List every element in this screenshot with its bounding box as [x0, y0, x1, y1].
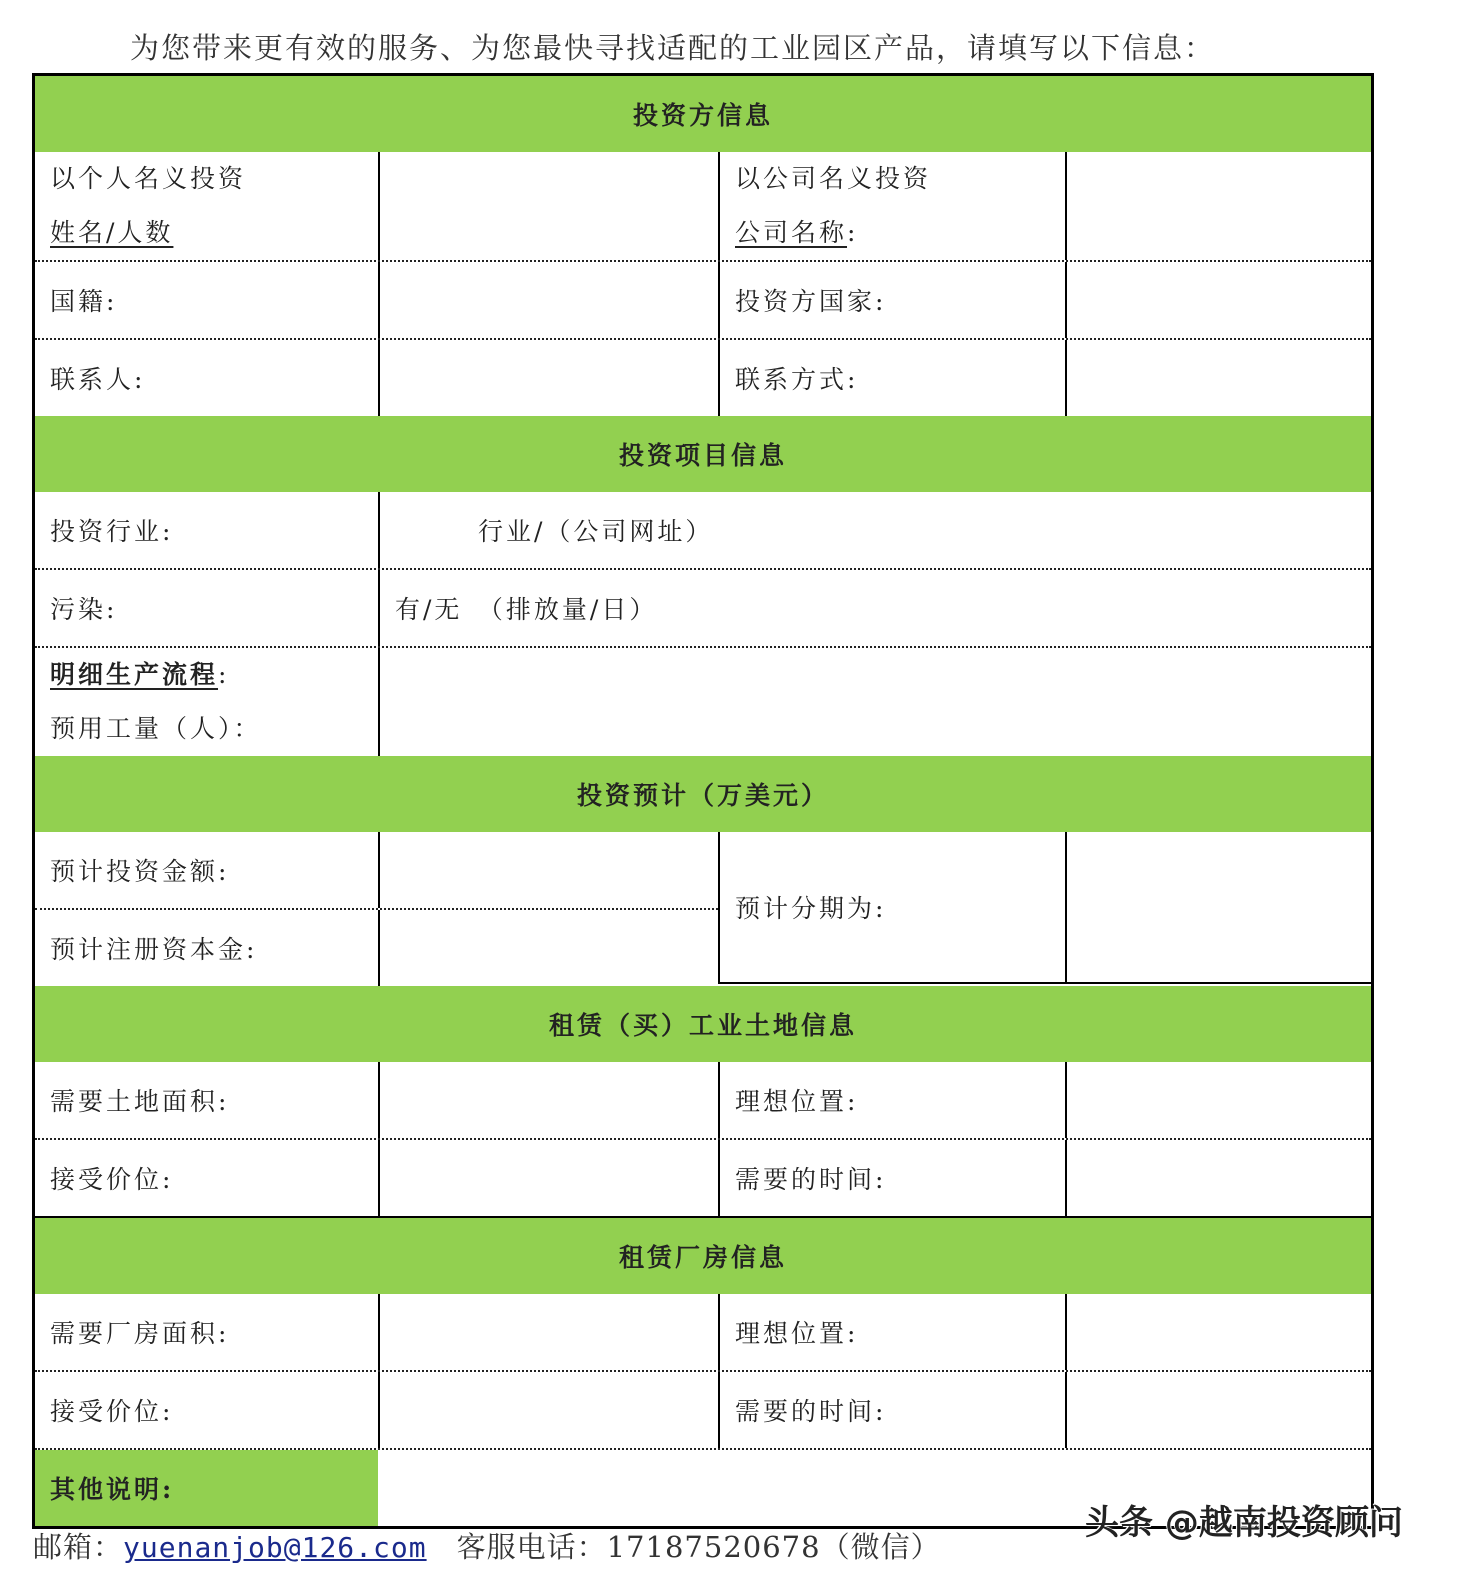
- contact-method-input[interactable]: [1065, 340, 1371, 416]
- contact-row: [35, 338, 1371, 416]
- watermark: 头条 @越南投资顾问: [1085, 1503, 1403, 1543]
- process-input[interactable]: [378, 648, 1371, 756]
- phone-number: 17187520678（微信）: [606, 1530, 941, 1564]
- industry-row: [35, 492, 1371, 568]
- phone-label: 客服电话：: [426, 1530, 607, 1564]
- amount-row: [35, 832, 718, 908]
- personal-name-input[interactable]: [378, 152, 718, 260]
- factory-price-row: [35, 1370, 1371, 1448]
- pollution-hint: 有/无 （排放量/日）: [395, 595, 658, 624]
- company-label-cell: [718, 152, 1065, 260]
- personal-name-label: 姓名/人数: [50, 218, 174, 247]
- nationality-label: 国籍:: [50, 287, 118, 316]
- investment-form: [32, 73, 1374, 1529]
- section-header-investor: 投资方信息: [35, 76, 1371, 152]
- land-area-row: [35, 1062, 1371, 1138]
- installment-input[interactable]: [1065, 832, 1371, 984]
- personal-label-cell: [35, 152, 378, 260]
- pollution-row: [35, 568, 1371, 646]
- industry-input[interactable]: [378, 492, 1371, 568]
- pollution-label: 污染:: [50, 595, 118, 624]
- amount-input[interactable]: [378, 832, 718, 908]
- factory-price-input[interactable]: [378, 1372, 718, 1448]
- nationality-row: [35, 260, 1371, 338]
- industry-hint: 行业/（公司网址）: [478, 517, 714, 546]
- factory-price-label: 接受价位:: [50, 1397, 174, 1426]
- factory-area-row: [35, 1294, 1371, 1370]
- contact-method-label: 联系方式:: [718, 340, 1065, 416]
- company-title: 以公司名义投资: [735, 164, 932, 193]
- pollution-input[interactable]: [378, 570, 1371, 646]
- factory-area-label: 需要厂房面积:: [50, 1319, 230, 1348]
- email-link[interactable]: yuenanjob@126.com: [123, 1531, 427, 1564]
- land-price-input[interactable]: [378, 1140, 718, 1216]
- capital-input[interactable]: [378, 910, 718, 986]
- company-name-label: 公司名称: [735, 218, 848, 247]
- factory-time-input[interactable]: [1065, 1372, 1371, 1448]
- personal-title: 以个人名义投资: [50, 164, 247, 193]
- land-price-label: 接受价位:: [50, 1165, 174, 1194]
- contact-person-label: 联系人:: [50, 365, 146, 394]
- investor-country-label: 投资方国家:: [718, 262, 1065, 338]
- capital-label: 预计注册资本金:: [50, 935, 258, 964]
- process-label: 明细生产流程: [50, 660, 219, 689]
- section-header-factory: 租赁厂房信息: [35, 1218, 1371, 1294]
- factory-area-input[interactable]: [378, 1294, 718, 1370]
- intro-text: 为您带来更有效的服务、为您最快寻找适配的工业园区产品，请填写以下信息：: [130, 31, 1216, 65]
- capital-row: [35, 908, 718, 986]
- factory-location-input[interactable]: [1065, 1294, 1371, 1370]
- land-area-label: 需要土地面积:: [50, 1087, 230, 1116]
- factory-location-label: 理想位置:: [718, 1294, 1065, 1370]
- other-label: 其他说明:: [35, 1450, 378, 1526]
- investor-type-row: [35, 152, 1371, 260]
- contact-person-input[interactable]: [378, 340, 718, 416]
- investor-country-input[interactable]: [1065, 262, 1371, 338]
- nationality-input[interactable]: [378, 262, 718, 338]
- colon: :: [847, 218, 859, 247]
- installment-label: 预计分期为:: [718, 832, 1065, 984]
- footer-contact: [33, 1525, 941, 1566]
- amount-label: 预计投资金额:: [50, 857, 230, 886]
- land-price-row: [35, 1138, 1371, 1218]
- workers-label: 预用工量（人）：: [50, 714, 262, 743]
- section-header-budget: 投资预计（万美元）: [35, 756, 1371, 832]
- section-header-project: 投资项目信息: [35, 416, 1371, 492]
- land-location-input[interactable]: [1065, 1062, 1371, 1138]
- land-location-label: 理想位置:: [718, 1062, 1065, 1138]
- land-area-input[interactable]: [378, 1062, 718, 1138]
- factory-time-label: 需要的时间:: [718, 1372, 1065, 1448]
- email-label: 邮箱：: [33, 1530, 124, 1564]
- budget-rows: [35, 832, 1371, 986]
- land-time-label: 需要的时间:: [718, 1140, 1065, 1216]
- industry-label: 投资行业:: [50, 517, 174, 546]
- colon: :: [218, 660, 230, 689]
- process-label-cell: [35, 648, 378, 756]
- process-row: [35, 646, 1371, 756]
- section-header-land: 租赁（买）工业土地信息: [35, 986, 1371, 1062]
- land-time-input[interactable]: [1065, 1140, 1371, 1216]
- company-name-input[interactable]: [1065, 152, 1371, 260]
